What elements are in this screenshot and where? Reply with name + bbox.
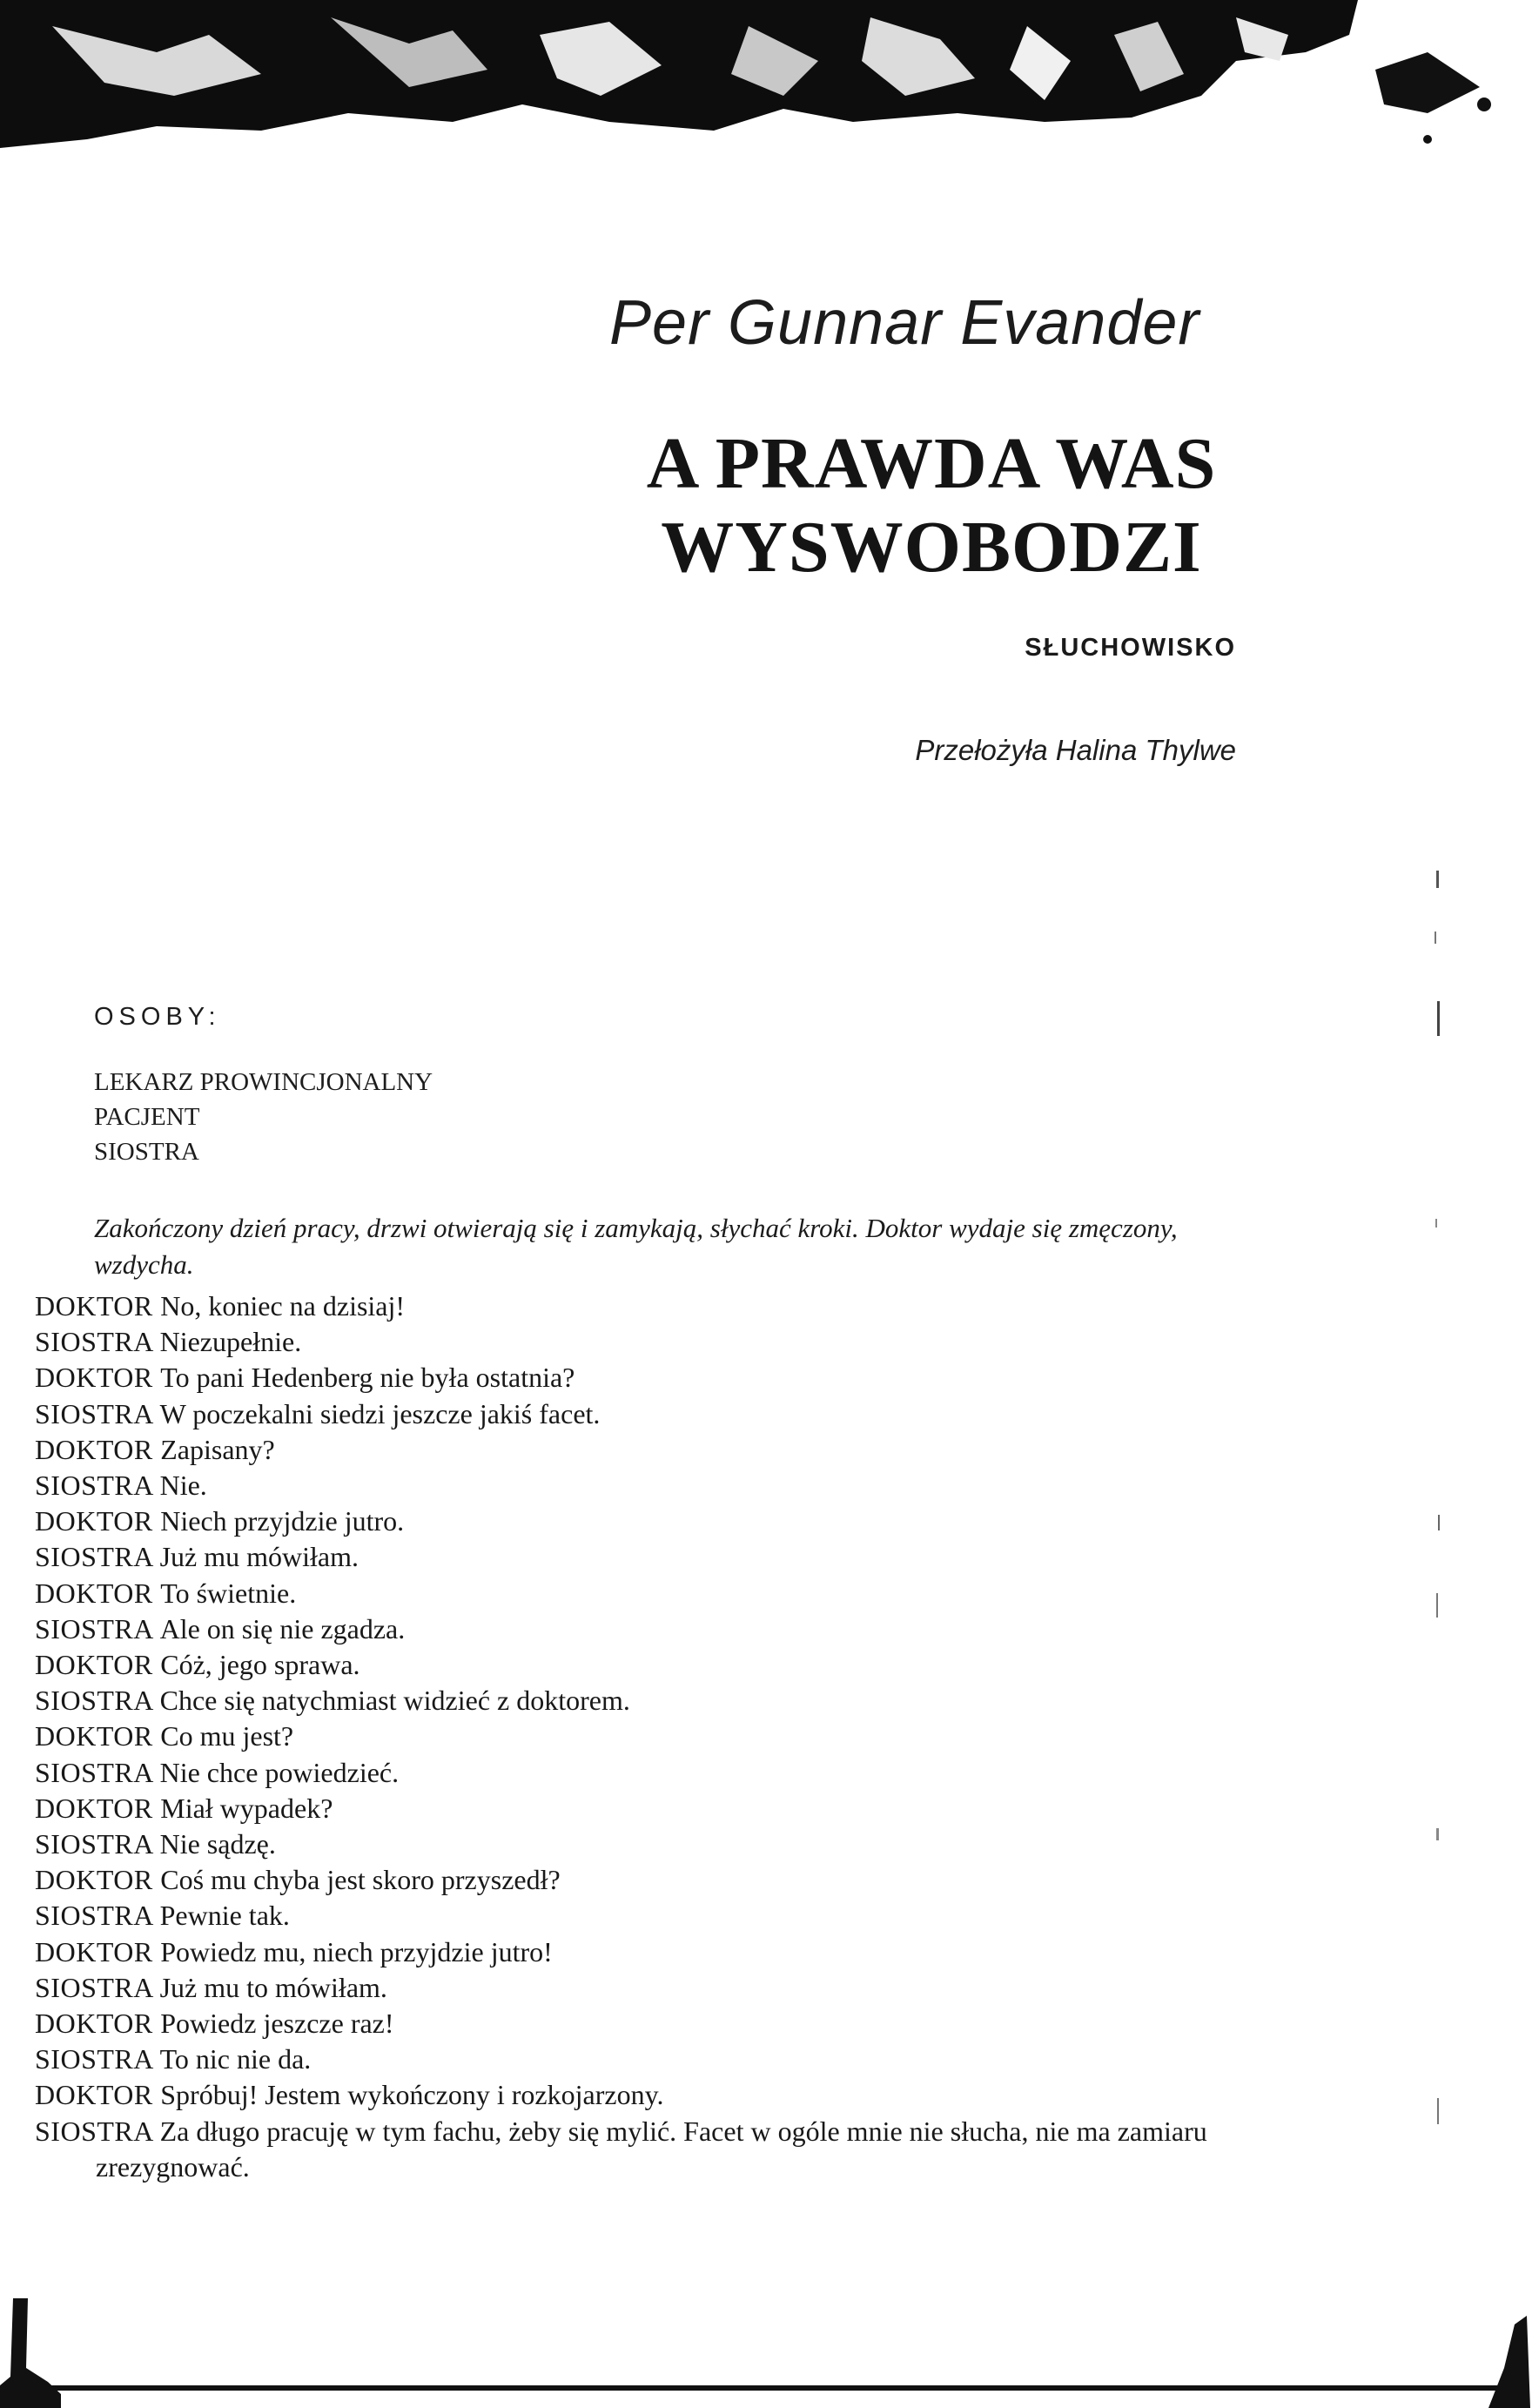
dialogue-line — [35, 2041, 1323, 2077]
dialogue-line — [35, 1862, 1323, 1898]
speaker: SIOSTRA — [35, 2115, 153, 2147]
dialogue-line — [35, 1539, 1323, 1575]
speaker: DOKTOR — [35, 2008, 153, 2040]
line-text: Co mu jest? — [160, 1720, 294, 1752]
line-text: Już mu mówiłam. — [159, 1541, 359, 1573]
cast-member: PACJENT — [94, 1103, 200, 1131]
corner-mark — [1462, 2298, 1532, 2408]
line-text: Coś mu chyba jest skoro przyszedł? — [160, 1864, 561, 1896]
dialogue-line — [35, 1755, 1323, 1791]
cast-list — [94, 1065, 433, 1169]
dialogue-line — [35, 1647, 1323, 1683]
line-text: To świetnie. — [160, 1577, 297, 1609]
scanned-photo-fragment — [0, 0, 1532, 152]
line-text: Nie chce powiedzieć. — [159, 1756, 400, 1788]
speaker: DOKTOR — [35, 1720, 153, 1752]
speaker: SIOSTRA — [35, 1326, 153, 1358]
dialogue-line — [35, 1683, 1323, 1719]
line-text: Powiedz jeszcze raz! — [160, 2008, 394, 2040]
speaker: DOKTOR — [35, 1362, 153, 1394]
line-text: Zapisany? — [160, 1433, 275, 1465]
line-text: Spróbuj! Jestem wykończony i rozkojarzony. — [160, 2079, 664, 2111]
cast-heading: OSOBY: — [94, 1003, 221, 1031]
line-text: To nic nie da. — [159, 2043, 312, 2075]
dialogue-line — [35, 2114, 1323, 2185]
dialogue-line — [35, 1503, 1323, 1539]
line-text: Miał wypadek? — [160, 1792, 333, 1824]
speaker: SIOSTRA — [35, 1971, 153, 2003]
speaker: SIOSTRA — [35, 1756, 153, 1788]
scan-edge-shadow — [0, 2298, 61, 2408]
line-text: Nie sądzę. — [159, 1828, 276, 1860]
speaker: SIOSTRA — [35, 1685, 153, 1717]
line-text: Pewnie tak. — [159, 1900, 290, 1932]
speaker: SIOSTRA — [35, 1828, 153, 1860]
line-text: Powiedz mu, niech przyjdzie jutro! — [160, 1935, 553, 1967]
speaker: DOKTOR — [35, 2079, 153, 2111]
translator-credit: Przełożyła Halina Thylwe — [915, 734, 1236, 766]
speaker: SIOSTRA — [35, 1900, 153, 1932]
line-text: To pani Hedenberg nie była ostatnia? — [160, 1362, 575, 1394]
line-text: Niech przyjdzie jutro. — [160, 1505, 405, 1537]
dialogue-line — [35, 1970, 1323, 2006]
speaker: SIOSTRA — [35, 1612, 153, 1645]
speaker: SIOSTRA — [35, 2043, 153, 2075]
speaker: DOKTOR — [35, 1290, 153, 1322]
speaker: DOKTOR — [35, 1864, 153, 1896]
genre-label: SŁUCHOWISKO — [1025, 634, 1236, 662]
dialogue-line — [35, 1791, 1323, 1826]
line-text: Za długo pracuję w tym fachu, żeby się mylić. Facet w ogóle mnie nie słucha, nie ma zamiaru zrezygnować. — [96, 2115, 1207, 2183]
line-text: Niezupełnie. — [159, 1326, 302, 1358]
speaker: DOKTOR — [35, 1577, 153, 1609]
play-title — [522, 422, 1340, 589]
dialogue-line — [35, 2077, 1323, 2113]
line-text: Już mu to mówiłam. — [159, 1971, 387, 2003]
line-text: Chce się natychmiast widzieć z doktorem. — [159, 1685, 630, 1717]
dialogue-line — [35, 1288, 1323, 1324]
speaker: DOKTOR — [35, 1433, 153, 1465]
author-name: Per Gunnar Evander — [609, 288, 1200, 358]
dialogue-line — [35, 1576, 1323, 1611]
line-text: W poczekalni siedzi jeszcze jakiś facet. — [159, 1397, 601, 1429]
speaker: DOKTOR — [35, 1935, 153, 1967]
line-text: Nie. — [159, 1470, 207, 1502]
speaker: SIOSTRA — [35, 1397, 153, 1429]
dialogue-line — [35, 1826, 1323, 1862]
title-line-2: WYSWOBODZI — [661, 507, 1202, 588]
dialogue-line — [35, 1324, 1323, 1360]
speaker: DOKTOR — [35, 1505, 153, 1537]
dialogue-line — [35, 1360, 1323, 1396]
dialogue-line — [35, 1898, 1323, 1934]
line-text: Ale on się nie zgadza. — [159, 1612, 406, 1645]
dialogue-line — [35, 1432, 1323, 1468]
line-text: No, koniec na dzisiaj! — [160, 1290, 406, 1322]
title-line-1: A PRAWDA WAS — [646, 423, 1217, 504]
speaker: SIOSTRA — [35, 1470, 153, 1502]
speaker: SIOSTRA — [35, 1541, 153, 1573]
dialogue-list — [35, 1288, 1323, 2185]
scan-noise-specks — [1410, 853, 1462, 2159]
page-bottom-rule — [26, 2385, 1506, 2391]
speaker: DOKTOR — [35, 1649, 153, 1681]
cast-member: LEKARZ PROWINCJONALNY — [94, 1068, 433, 1096]
dialogue-line — [35, 1396, 1323, 1432]
dialogue-line — [35, 1719, 1323, 1754]
dialogue-line — [35, 1611, 1323, 1647]
stage-direction: Zakończony dzień pracy, drzwi otwierają się i zamykają, słychać kroki. Doktor wydaje się zmęczony, wzdycha. — [94, 1213, 1178, 1280]
cast-member: SIOSTRA — [94, 1138, 199, 1166]
speaker: DOKTOR — [35, 1792, 153, 1824]
dialogue-line — [35, 1468, 1323, 1503]
dialogue-line — [35, 2006, 1323, 2041]
line-text: Cóż, jego sprawa. — [160, 1649, 360, 1681]
dialogue-line — [35, 1934, 1323, 1970]
